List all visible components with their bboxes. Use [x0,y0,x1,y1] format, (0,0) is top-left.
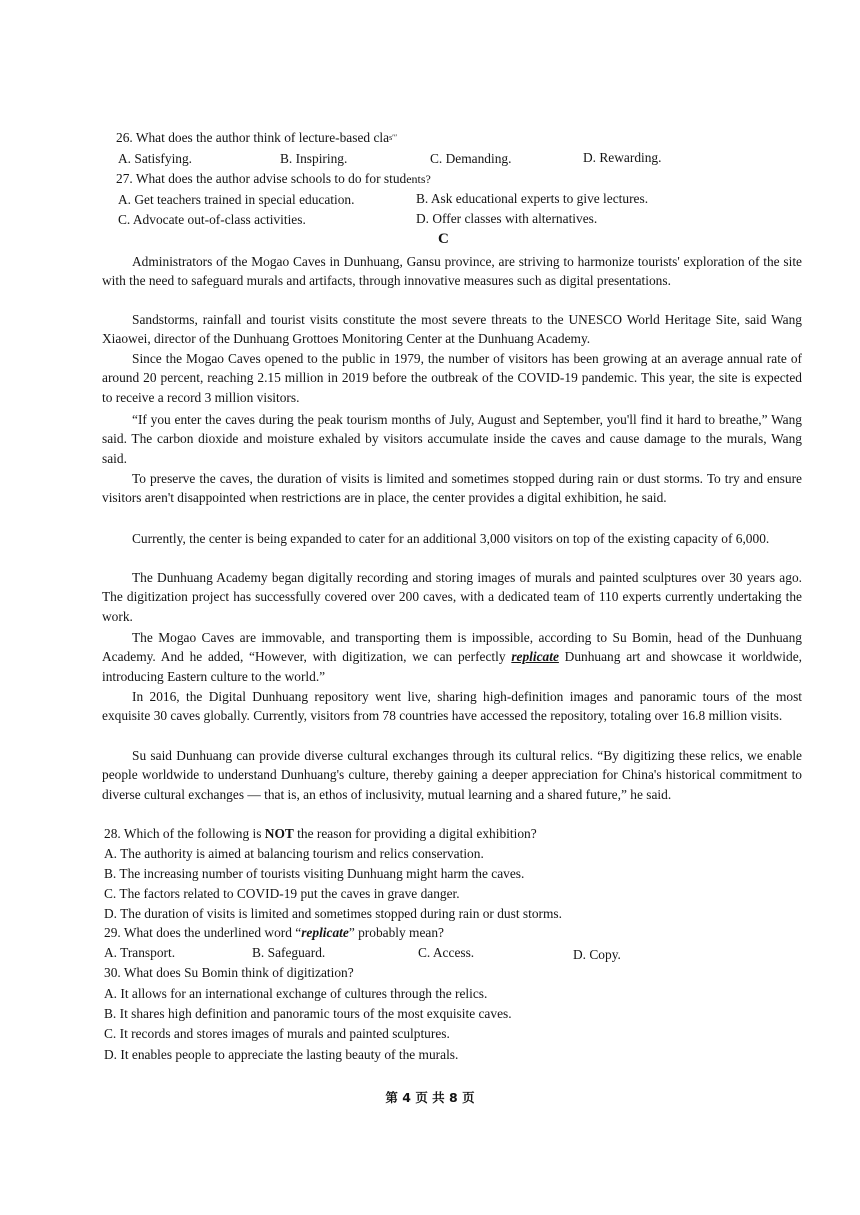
passage-paragraph-7: The Dunhuang Academy began digitally recording and storing images of murals and painted sculptures over 30 years ago. The digitization project has successfully covered over 200 caves, with a dedicated team of 110 experts currently undertaking the work. [102,570,802,624]
q28-option-b[interactable]: B. The increasing number of tourists visiting Dunhuang might harm the caves. [104,866,525,881]
passage-label: C [438,231,449,247]
q28-stem-not: NOT [264,826,294,841]
q26-option-b[interactable]: B. Inspiring. [280,151,348,166]
question-30-stem: 30. What does Su Bomin think of digitization? [104,965,354,980]
q30-option-a[interactable]: A. It allows for an international exchange of cultures through the relics. [104,986,488,1001]
passage-paragraph-10: Su said Dunhuang can provide diverse cultural exchanges through its cultural relics. “By digitizing these relics, we enable people worldwide to understand Dunhuang's culture, thereby gaining a deeper appreciation for China's historical commitment to diverse cultural exchanges — that is, an ethos of inclusivity, mutual learning and a shared future,” he said. [102,748,802,802]
passage-paragraph-1: Administrators of the Mogao Caves in Dunhuang, Gansu province, are striving to harmonize tourists' exploration of the site with the need to safeguard murals and artifacts, through innovative measures such as digital presentations. [102,254,802,289]
q27-stem-text: 27. What does the author advise schools to do for stud [116,171,407,186]
question-26-stem [116,129,397,147]
q27-stem-cut: ents? [406,172,431,186]
q29-stem-word: replicate [301,925,349,940]
p8-text-after: Dunhuang art and showcase it worldwide, introducing Eastern culture to the world.” [102,649,803,684]
q29-stem-a: 29. What does the underlined word “ [104,925,302,940]
passage-paragraph-8 [102,628,802,686]
passage-paragraph-2: Sandstorms, rainfall and tourist visits constitute the most severe threats to the UNESCO World Heritage Site, said Wang Xiaowei, director of the Dunhuang Grottoes Monitoring Center at the Dunhuang Academy. [102,312,802,347]
passage-paragraph-3: Since the Mogao Caves opened to the public in 1979, the number of visitors has been growing at an average annual rate of around 20 percent, reaching 2.15 million in 2019 before the outbreak of the COVID-19 pandemic. This year, the site is expected to receive a record 3 million visitors. [102,351,802,405]
underlined-word-replicate: replicate [511,649,559,665]
q28-stem-b: the reason for providing a digital exhibition? [293,826,537,841]
passage-paragraph-9: In 2016, the Digital Dunhuang repository went live, sharing high-definition images and panoramic tours of the most exquisite 30 caves globally. Currently, visitors from 78 countries have accessed the repository, totaling over 16.8 million visits. [102,689,802,724]
p8-text-before: The Mogao Caves are immovable, and transporting them is impossible, according to Su Bomin, head of the Dunhuang Academy. And he added, “However, with digitization, we can perfectly [102,630,802,665]
question-28-stem [104,825,537,843]
q29-stem-b: ” probably mean? [348,925,444,940]
q28-option-a[interactable]: A. The authority is aimed at balancing tourism and relics conservation. [104,846,484,861]
passage-paragraph-5: To preserve the caves, the duration of visits is limited and sometimes stopped during rain or dust storms. To try and ensure visitors aren't disappointed when restrictions are in place, the center provides a digital exhibition, he said. [102,471,802,506]
question-27-stem [116,170,431,188]
q27-option-a[interactable]: A. Get teachers trained in special education. [118,192,355,207]
q28-option-c[interactable]: C. The factors related to COVID-19 put the caves in grave danger. [104,886,460,901]
q28-option-d[interactable]: D. The duration of visits is limited and sometimes stopped during rain or dust storms. [104,906,562,921]
q27-option-b[interactable]: B. Ask educational experts to give lectures. [416,191,649,206]
q28-stem-a: 28. Which of the following is [104,826,265,841]
q29-option-a[interactable]: A. Transport. [104,945,176,960]
q27-option-c[interactable]: C. Advocate out-of-class activities. [118,212,306,227]
q29-option-c[interactable]: C. Access. [418,945,475,960]
passage-paragraph-4: “If you enter the caves during the peak tourism months of July, August and September, you'll find it hard to breathe,” Wang said. The carbon dioxide and moisture exhaled by visitors accumulate inside the caves and cause damage to the murals, Wang said. [102,412,802,466]
q27-option-d[interactable]: D. Offer classes with alternatives. [416,211,598,226]
q26-option-a[interactable]: A. Satisfying. [118,151,193,166]
q26-stem-text: 26. What does the author think of lecture-based cla [116,130,390,145]
q26-stem-cut: s′″ [389,133,398,142]
q30-option-c[interactable]: C. It records and stores images of murals and painted sculptures. [104,1026,450,1041]
page-number-footer: 第 4 页 共 8 页 [385,1090,475,1105]
q26-option-d[interactable]: D. Rewarding. [583,150,662,165]
passage-paragraph-6: Currently, the center is being expanded to cater for an additional 3,000 visitors on top of the existing capacity of 6,000. [132,531,770,546]
q26-option-c[interactable]: C. Demanding. [430,151,512,166]
q29-option-d[interactable]: D. Copy. [573,947,621,962]
q30-option-b[interactable]: B. It shares high definition and panoramic tours of the most exquisite caves. [104,1006,512,1021]
q30-option-d[interactable]: D. It enables people to appreciate the lasting beauty of the murals. [104,1047,459,1062]
q29-option-b[interactable]: B. Safeguard. [252,945,326,960]
question-29-stem [104,924,444,942]
